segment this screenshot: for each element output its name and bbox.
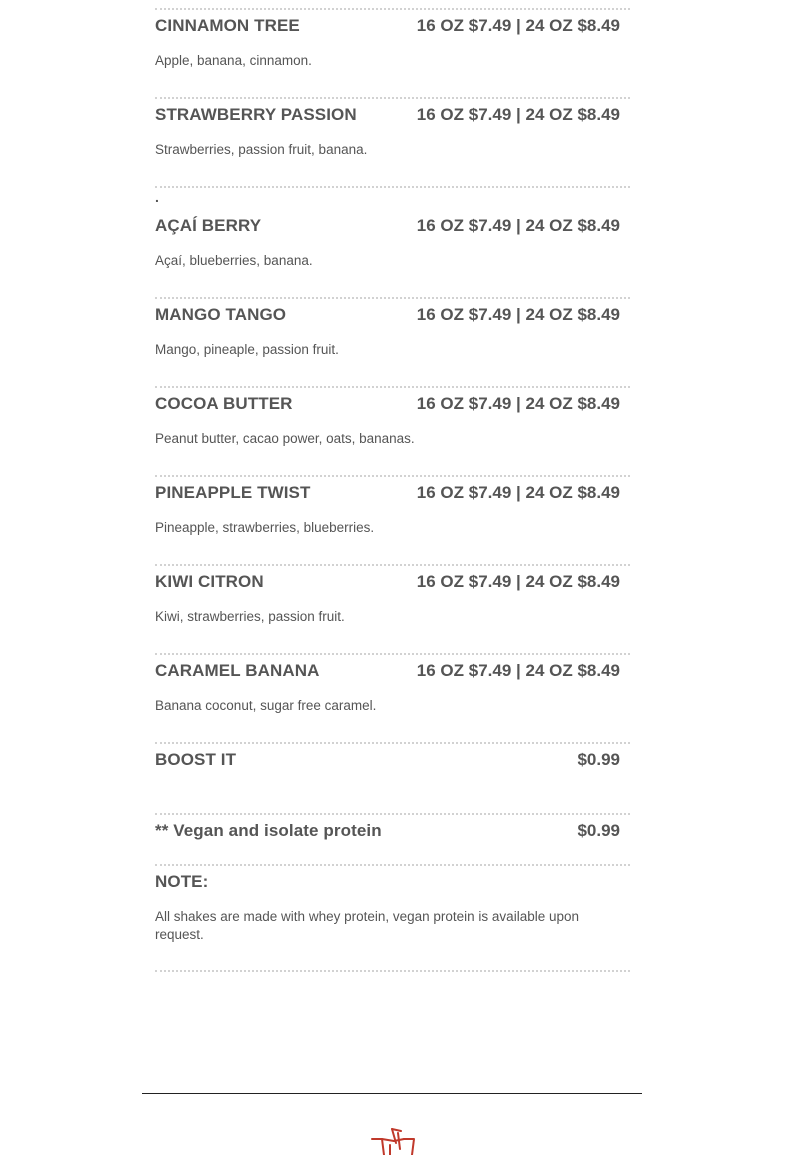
divider (155, 297, 630, 299)
item-description: Kiwi, strawberries, passion fruit. (155, 609, 345, 624)
item-price: 16 OZ $7.49 | 24 OZ $8.49 (416, 16, 620, 35)
item-name: COCOA BUTTER (155, 394, 293, 413)
item-description: Banana coconut, sugar free caramel. (155, 698, 377, 713)
divider (155, 386, 630, 388)
boost-price: $0.99 (577, 750, 620, 769)
item-description: Apple, banana, cinnamon. (155, 53, 312, 68)
divider (155, 97, 630, 99)
separator-dot: . (155, 189, 159, 205)
footer-divider (142, 1093, 642, 1094)
item-name: CARAMEL BANANA (155, 661, 320, 680)
divider (155, 8, 630, 10)
boost-name: BOOST IT (155, 750, 237, 769)
divider (155, 186, 630, 188)
note-text: All shakes are made with whey protein, vegan protein is available upon request. (155, 909, 579, 942)
vegan-protein-name: ** Vegan and isolate protein (155, 821, 382, 840)
item-name: STRAWBERRY PASSION (155, 105, 357, 124)
item-name: CINNAMON TREE (155, 16, 300, 35)
item-price: 16 OZ $7.49 | 24 OZ $8.49 (416, 105, 620, 124)
item-name: KIWI CITRON (155, 572, 264, 591)
item-description: Strawberries, passion fruit, banana. (155, 142, 368, 157)
item-description: Pineapple, strawberries, blueberries. (155, 520, 375, 535)
item-price: 16 OZ $7.49 | 24 OZ $8.49 (416, 572, 620, 591)
item-name: MANGO TANGO (155, 305, 287, 324)
item-price: 16 OZ $7.49 | 24 OZ $8.49 (416, 661, 620, 680)
note-title: NOTE: (155, 872, 209, 891)
item-price: 16 OZ $7.49 | 24 OZ $8.49 (416, 394, 620, 413)
vegan-protein-price: $0.99 (577, 821, 620, 840)
divider (155, 653, 630, 655)
item-price: 16 OZ $7.49 | 24 OZ $8.49 (416, 216, 620, 235)
divider (155, 970, 630, 972)
divider (155, 742, 630, 744)
smoothie-cup-icon (368, 1125, 418, 1155)
item-price: 16 OZ $7.49 | 24 OZ $8.49 (416, 305, 620, 324)
divider (155, 864, 630, 866)
divider (155, 813, 630, 815)
divider (155, 564, 630, 566)
item-name: AÇAÍ BERRY (155, 216, 262, 235)
divider (155, 475, 630, 477)
item-description: Açaí, blueberries, banana. (155, 253, 313, 268)
item-price: 16 OZ $7.49 | 24 OZ $8.49 (416, 483, 620, 502)
item-description: Mango, pineaple, passion fruit. (155, 342, 339, 357)
item-description: Peanut butter, cacao power, oats, bananas. (155, 431, 415, 446)
item-name: PINEAPPLE TWIST (155, 483, 311, 502)
